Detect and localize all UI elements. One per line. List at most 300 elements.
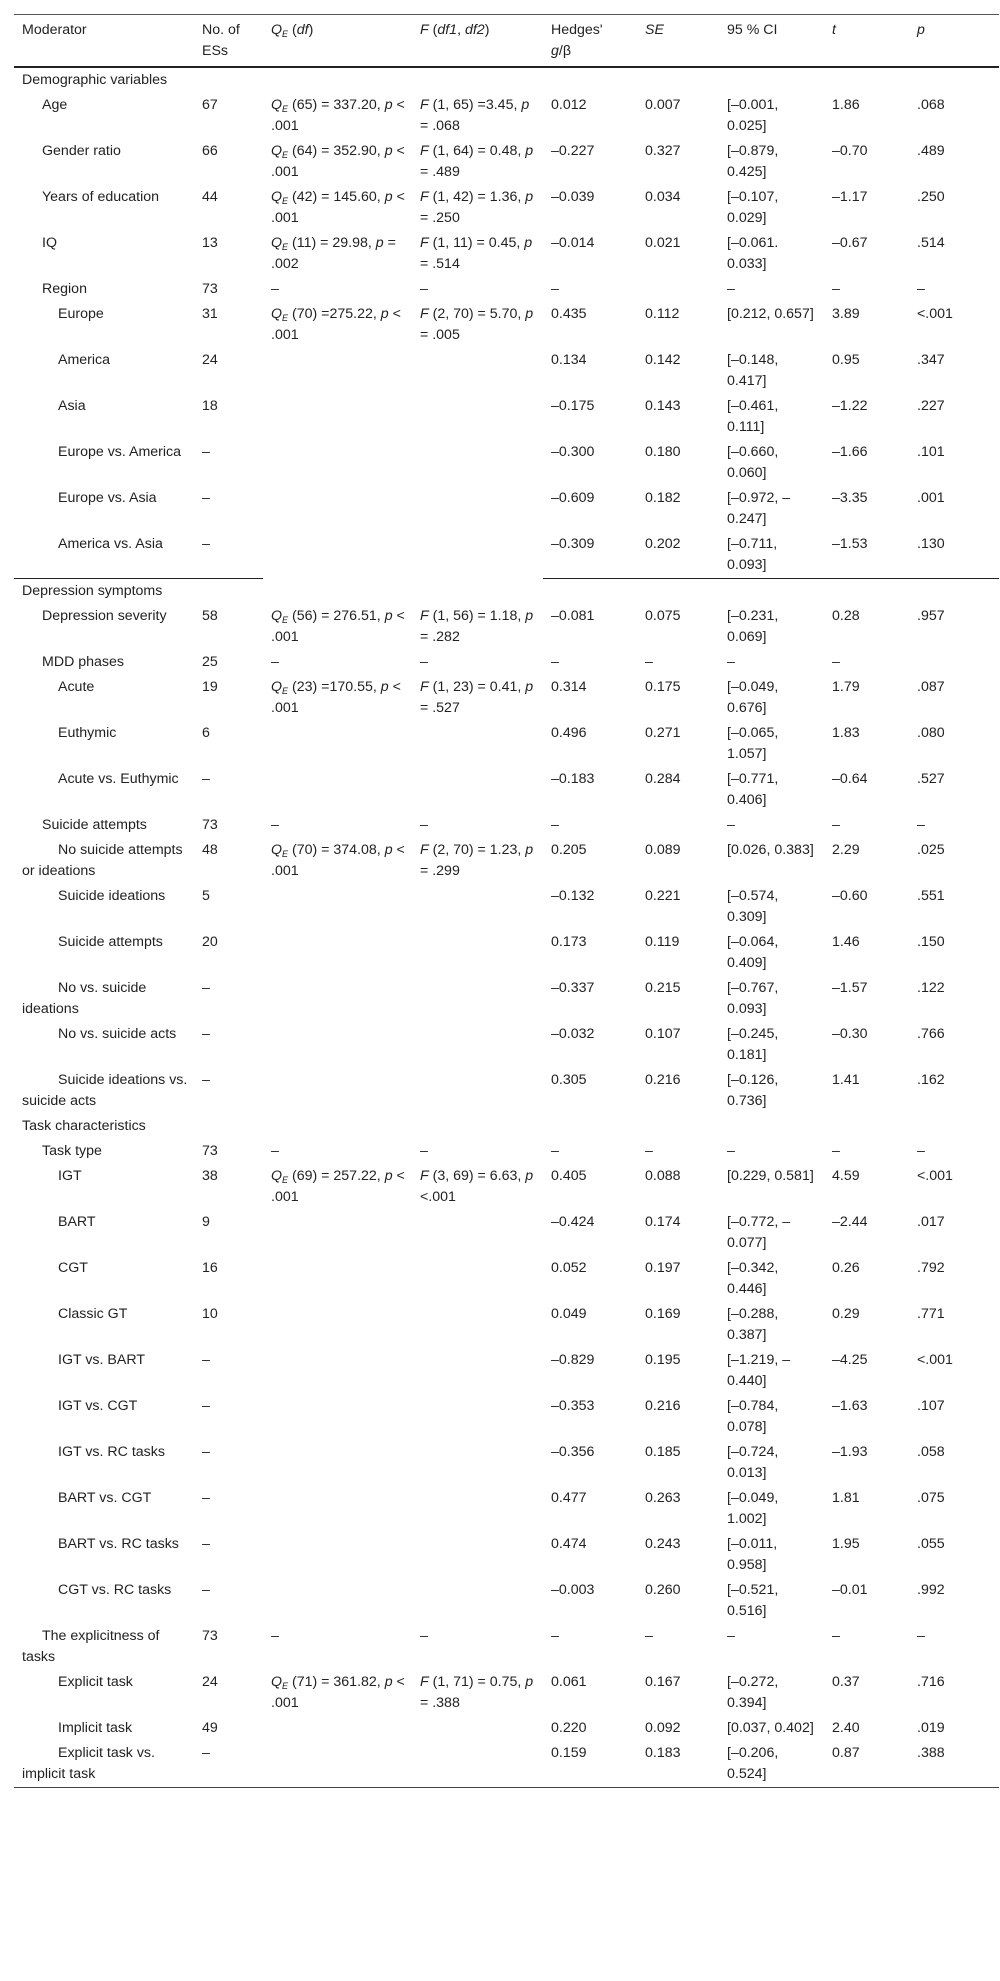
t-cell: –2.44 [832,1214,868,1230]
n-es-cell: – [202,1582,210,1598]
t-cell: 1.81 [832,1490,860,1506]
se-cell: 0.167 [645,1674,681,1690]
f-cell [412,1210,543,1256]
moderator-cell: Explicit task vs. implicit task [14,1741,194,1788]
p-cell: .017 [917,1214,945,1230]
f-cell [412,394,543,440]
moderator-cell: No vs. suicide ideations [22,980,147,1017]
se-cell: 0.243 [645,1536,681,1552]
t-cell: 2.40 [832,1720,860,1736]
moderator-cell: Task characteristics [22,1118,146,1134]
header-ci: 95 % CI [719,15,824,68]
header-f: F (df1, df2) [412,15,543,68]
t-cell: – [832,1143,840,1159]
p-cell: .101 [917,444,945,460]
moderator-cell: Europe [58,306,104,322]
p-cell: .992 [917,1582,945,1598]
header-moderator: Moderator [14,15,194,68]
qe-cell [263,1114,412,1139]
se-cell: 0.327 [645,143,681,159]
t-cell: 0.95 [832,352,860,368]
table-row [14,1302,999,1348]
n-es-cell: – [202,1072,210,1088]
qe-cell: $Q_E$ (56) = 276.51, p < .001 [271,608,405,645]
n-es-cell: 24 [202,352,218,368]
ci-cell: [–0.206, 0.524] [719,1741,824,1788]
table-row [14,930,999,976]
table-row [14,884,999,930]
table-row [14,1210,999,1256]
p-cell [909,67,999,93]
table-row [14,1022,999,1068]
g-cell: – [551,1628,559,1644]
se-cell [637,67,719,93]
table-row [14,650,999,675]
f-cell [412,532,543,579]
n-es-cell: 5 [202,888,210,904]
n-es-cell: – [202,444,210,460]
qe-cell [263,1302,412,1348]
table-row [14,231,999,277]
g-cell: 0.477 [551,1490,587,1506]
p-cell: .514 [917,235,945,251]
qe-cell [263,579,412,605]
table-row [14,838,999,884]
moderator-cell: IQ [42,235,57,251]
g-cell: –0.132 [551,888,595,904]
moderator-cell: Explicit task [58,1674,133,1690]
g-cell: 0.405 [551,1168,587,1184]
p-cell: .025 [917,842,945,858]
g-cell: –0.227 [551,143,595,159]
f-cell: – [420,654,428,670]
se-cell: 0.182 [645,490,681,506]
se-cell: 0.021 [645,235,681,251]
se-cell: 0.088 [645,1168,681,1184]
p-cell: – [917,817,925,833]
n-es-cell: – [202,980,210,996]
table-row [14,1716,999,1741]
g-cell: 0.435 [551,306,587,322]
p-cell: .058 [917,1444,945,1460]
moderator-cell: Asia [58,398,86,414]
se-cell: – [645,654,653,670]
ci-cell: – [727,1628,735,1644]
qe-cell [263,930,412,976]
n-es-cell: 18 [202,398,218,414]
n-es-cell: – [202,1444,210,1460]
p-cell [909,579,999,605]
se-cell: 0.169 [645,1306,681,1322]
ci-cell: [0.037, 0.402] [727,1720,814,1736]
se-cell: 0.007 [645,97,681,113]
ci-cell: [–0.784, 0.078] [727,1398,779,1435]
se-cell: 0.092 [645,1720,681,1736]
se-cell: 0.271 [645,725,681,741]
moderator-cell: IGT vs. BART [58,1352,145,1368]
ci-cell: [–0.461, 0.111] [727,398,779,435]
table-row [14,813,999,838]
p-cell: .551 [917,888,945,904]
ci-cell: [–0.126, 0.736] [727,1072,779,1109]
n-es-cell: 9 [202,1214,210,1230]
se-cell: 0.216 [645,1072,681,1088]
table-row [14,1670,999,1716]
f-cell: F (1, 42) = 1.36, p = .250 [420,189,534,226]
table-row [14,1624,999,1670]
moderator-cell: IGT [58,1168,82,1184]
p-cell: .489 [917,143,945,159]
f-cell [412,1068,543,1114]
g-cell [543,1114,637,1139]
t-cell: 1.83 [832,725,860,741]
ci-cell [719,67,824,93]
moderator-cell: Classic GT [58,1306,128,1322]
table-row [14,604,999,650]
qe-cell: $Q_E$ (23) =170.55, p < .001 [271,679,401,716]
n-es-cell: 49 [202,1720,218,1736]
t-cell: –0.60 [832,888,868,904]
table-row [14,1139,999,1164]
g-cell: – [551,817,559,833]
table-row [14,1394,999,1440]
moderator-cell: Depression severity [42,608,167,624]
moderator-cell: Acute [58,679,95,695]
qe-cell [263,1256,412,1302]
g-cell: 0.474 [551,1536,587,1552]
f-cell [412,1256,543,1302]
g-cell: 0.159 [543,1741,637,1788]
qe-cell [263,1532,412,1578]
p-cell: .080 [917,725,945,741]
f-cell [412,579,543,605]
qe-cell [263,1348,412,1394]
moderator-cell: BART vs. CGT [58,1490,152,1506]
moderator-cell: Implicit task [58,1720,133,1736]
g-cell: 0.305 [551,1072,587,1088]
se-cell: 0.216 [645,1398,681,1414]
p-cell: .130 [909,532,999,579]
g-cell: –0.032 [551,1026,595,1042]
table-row [14,1256,999,1302]
moderator-cell: No suicide attempts or ideations [22,842,183,879]
qe-cell: – [271,281,279,297]
table-row [14,1068,999,1114]
qe-cell: – [271,817,279,833]
f-cell: F (1, 71) = 0.75, p = .388 [420,1674,534,1711]
p-cell: .766 [917,1026,945,1042]
ci-cell: – [727,281,735,297]
t-cell: –0.01 [832,1582,868,1598]
p-cell: – [917,281,925,297]
se-cell: 0.119 [645,934,680,950]
t-cell: 1.41 [832,1072,860,1088]
t-cell [824,67,909,93]
p-cell: <.001 [917,1168,953,1184]
f-cell [412,1348,543,1394]
f-cell [412,1716,543,1741]
f-cell: F (2, 70) = 5.70, p = .005 [420,306,534,343]
table-row [14,1532,999,1578]
table-header-row [14,15,999,68]
f-cell [412,1440,543,1486]
qe-cell [263,1486,412,1532]
se-cell: 0.089 [645,842,681,858]
f-cell: – [420,1628,428,1644]
moderator-cell: Euthymic [58,725,117,741]
t-cell: –1.63 [832,1398,868,1414]
t-cell: 1.79 [832,679,860,695]
ci-cell: [–0.342, 0.446] [727,1260,779,1297]
header-qe: $Q_E$ (df) [263,15,412,68]
g-cell: 0.061 [551,1674,587,1690]
n-es-cell: – [202,490,210,506]
f-cell: – [420,1143,428,1159]
n-es-cell: 73 [202,1143,218,1159]
qe-cell: $Q_E$ (11) = 29.98, p = .002 [271,235,396,272]
se-cell: 0.183 [637,1741,719,1788]
p-cell: .957 [917,608,945,624]
t-cell: – [832,654,840,670]
t-cell: –1.93 [832,1444,868,1460]
g-cell: 0.205 [551,842,587,858]
ci-cell: [–0.148, 0.417] [727,352,779,389]
g-cell: –0.175 [551,398,595,414]
p-cell: .227 [917,398,945,414]
p-cell: .107 [917,1398,945,1414]
g-cell: 0.052 [551,1260,587,1276]
g-cell: –0.337 [551,980,595,996]
n-es-cell: 73 [202,281,218,297]
p-cell: .055 [917,1536,945,1552]
moderator-cell: CGT vs. RC tasks [58,1582,172,1598]
moderator-cell: BART vs. RC tasks [58,1536,179,1552]
f-cell [412,884,543,930]
se-cell: 0.221 [645,888,681,904]
n-es-cell: 16 [202,1260,218,1276]
table-row [14,1164,999,1210]
section-row [14,67,999,93]
p-cell: .527 [917,771,945,787]
p-cell [909,650,999,675]
se-cell [637,579,719,605]
ci-cell: [0.229, 0.581] [727,1168,814,1184]
t-cell: 0.87 [824,1741,909,1788]
ci-cell: [–0.879, 0.425] [727,143,779,180]
se-cell: – [645,1628,653,1644]
qe-cell [263,721,412,767]
moderator-cell: CGT [58,1260,88,1276]
ci-cell: [–0.771, 0.406] [727,771,779,808]
f-cell [412,1578,543,1624]
f-cell: F (1, 23) = 0.41, p = .527 [420,679,534,716]
moderator-cell: Task type [42,1143,102,1159]
ci-cell: [–0.660, 0.060] [727,444,779,481]
g-cell: – [551,1143,559,1159]
moderator-cell: Depression symptoms [22,583,163,599]
qe-cell: $Q_E$ (70) =275.22, p < .001 [271,306,401,343]
se-cell [637,813,719,838]
moderator-cell: IGT vs. RC tasks [58,1444,165,1460]
moderator-cell: Europe vs. Asia [58,490,157,506]
t-cell: –1.66 [832,444,868,460]
moderator-cell: BART [58,1214,96,1230]
table-row [14,302,999,348]
section-row [14,579,999,605]
g-cell: –0.356 [551,1444,595,1460]
qe-cell: – [271,1628,279,1644]
n-es-cell: 44 [202,189,218,205]
p-cell: .771 [917,1306,945,1322]
g-cell: –0.039 [551,189,595,205]
g-cell: –0.353 [551,1398,595,1414]
n-es-cell: 67 [202,97,218,113]
ci-cell: – [727,817,735,833]
qe-cell: $Q_E$ (70) = 374.08, p < .001 [271,842,405,879]
qe-cell [263,767,412,813]
p-cell: – [917,1143,925,1159]
p-cell: .150 [917,934,945,950]
n-es-cell: – [202,1352,210,1368]
table-row [14,277,999,302]
qe-cell [263,1394,412,1440]
qe-cell [263,1716,412,1741]
se-cell: – [645,1143,653,1159]
moderator-table-container [14,14,999,1788]
g-cell: 0.134 [551,352,587,368]
n-es-cell: 48 [202,842,218,858]
moderator-cell: Years of education [42,189,160,205]
se-cell [637,277,719,302]
se-cell: 0.215 [645,980,681,996]
ci-cell: [–0.049, 1.002] [727,1490,779,1527]
g-cell: 0.173 [551,934,587,950]
n-es-cell: 19 [202,679,218,695]
t-cell: –0.67 [832,235,868,251]
n-es-cell: – [202,1026,210,1042]
g-cell [543,579,637,605]
t-cell: –3.35 [832,490,868,506]
ci-cell: – [727,1143,735,1159]
ci-cell: [–0.972, –0.247] [727,490,791,527]
qe-cell: $Q_E$ (69) = 257.22, p < .001 [271,1168,405,1205]
se-cell: 0.112 [645,306,680,322]
t-cell: 3.89 [832,306,860,322]
qe-cell [263,1440,412,1486]
se-cell: 0.195 [645,1352,681,1368]
qe-cell [263,884,412,930]
t-cell: – [832,281,840,297]
header-se: SE [637,15,719,68]
n-es-cell: – [202,771,210,787]
f-cell: – [420,817,428,833]
table-row [14,1578,999,1624]
p-cell: .250 [917,189,945,205]
g-cell: –0.081 [551,608,595,624]
moderator-cell: Suicide ideations vs. suicide acts [22,1072,188,1109]
se-cell: 0.197 [645,1260,681,1276]
table-row [14,139,999,185]
g-cell: 0.012 [551,97,587,113]
n-es-cell: – [202,1536,210,1552]
n-es-cell: – [194,1741,263,1788]
g-cell: – [551,281,559,297]
qe-cell [263,1068,412,1114]
se-cell: 0.175 [645,679,681,695]
t-cell: 0.37 [832,1674,860,1690]
p-cell: .087 [917,679,945,695]
ci-cell: [–1.219, –0.440] [727,1352,791,1389]
g-cell: –0.609 [551,490,595,506]
g-cell: –0.829 [551,1352,595,1368]
table-row [14,767,999,813]
f-cell [412,486,543,532]
p-cell: .068 [917,97,945,113]
g-cell: –0.309 [543,532,637,579]
t-cell: 1.46 [832,934,860,950]
header-hedges-g: Hedges' g/β [543,15,637,68]
qe-cell: $Q_E$ (42) = 145.60, p < .001 [271,189,405,226]
g-cell: –0.424 [551,1214,595,1230]
ci-cell: [–0.049, 0.676] [727,679,779,716]
header-t: t [824,15,909,68]
ci-cell: [–0.288, 0.387] [727,1306,779,1343]
p-cell: .162 [917,1072,945,1088]
ci-cell: [–0.107, 0.029] [727,189,779,226]
t-cell: –0.64 [832,771,868,787]
table-row [14,1486,999,1532]
t-cell: 4.59 [832,1168,860,1184]
t-cell: –1.17 [832,189,868,205]
p-cell: .001 [917,490,945,506]
table-row [14,185,999,231]
moderator-cell: Age [42,97,68,113]
header-n-es: No. of ESs [194,15,263,68]
n-es-cell: – [194,532,263,579]
f-cell [412,767,543,813]
moderator-cell: Demographic variables [22,72,168,88]
n-es-cell: 73 [202,817,218,833]
p-cell: <.001 [917,1352,953,1368]
n-es-cell [194,579,263,605]
se-cell: 0.260 [645,1582,681,1598]
g-cell: –0.300 [551,444,595,460]
ci-cell: [–0.065, 1.057] [727,725,779,762]
se-cell: 0.180 [645,444,681,460]
table-row [14,486,999,532]
table-row [14,348,999,394]
t-cell: –4.25 [832,1352,868,1368]
qe-cell [263,1741,412,1788]
ci-cell: [–0.061. 0.033] [727,235,779,272]
se-cell: 0.185 [645,1444,681,1460]
qe-cell: $Q_E$ (65) = 337.20, p < .001 [271,97,405,134]
se-cell: 0.142 [645,352,681,368]
t-cell [824,579,909,605]
ci-cell: [–0.064, 0.409] [727,934,779,971]
f-cell: F (1, 11) = 0.45, p = .514 [420,235,533,272]
g-cell [543,67,637,93]
qe-cell [263,67,412,93]
table-row [14,440,999,486]
moderator-cell: Acute vs. Euthymic [58,771,179,787]
moderator-cell: Suicide attempts [42,817,147,833]
qe-cell: $Q_E$ (64) = 352.90, p < .001 [271,143,405,180]
se-cell: 0.202 [637,532,719,579]
t-cell: – [832,817,840,833]
f-cell [412,1532,543,1578]
g-cell: 0.314 [551,679,587,695]
